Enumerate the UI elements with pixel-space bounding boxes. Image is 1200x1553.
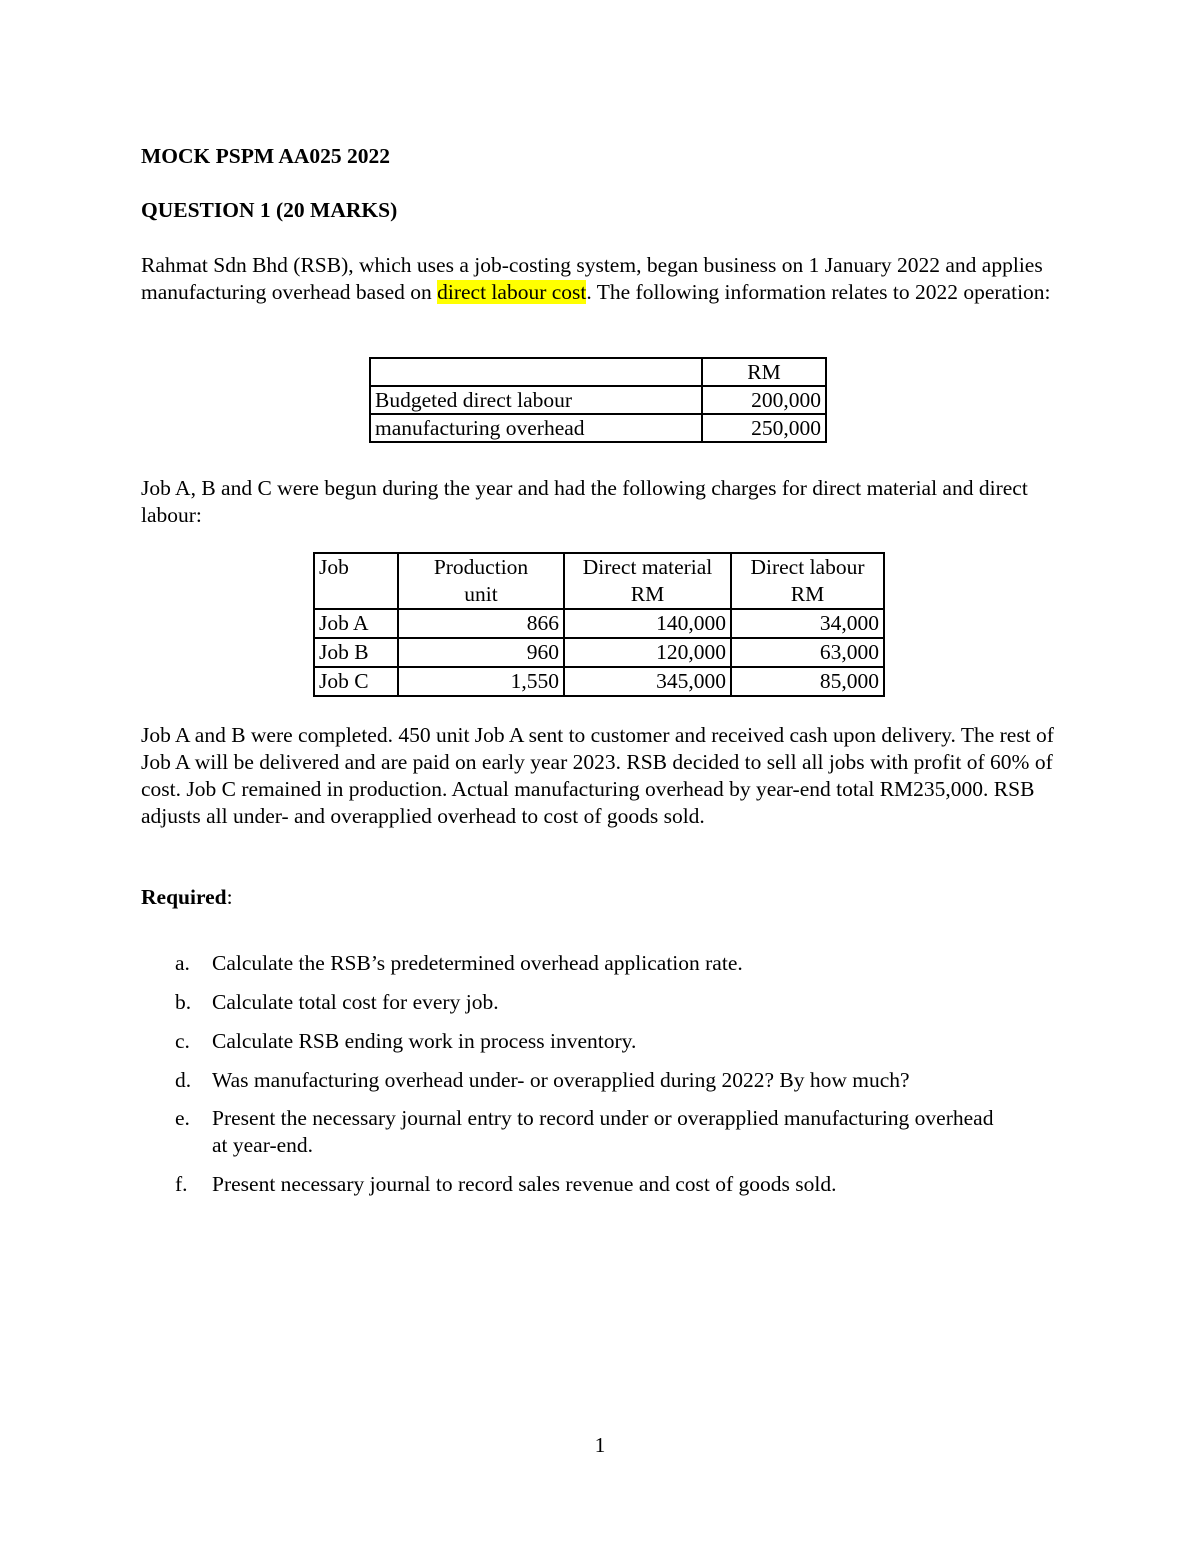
budget-table-currency-header: RM [702,358,826,386]
job-units: 960 [398,638,564,667]
item-letter: e. [175,1106,190,1130]
header-line2: unit [464,582,498,606]
header-line1: Job [319,555,349,579]
budget-row-label: manufacturing overhead [370,414,702,442]
intro-paragraph [141,252,1071,306]
item-text: Present the necessary journal entry to record under or overapplied manufacturing overhead at year-end. [212,1106,994,1157]
job-material: 120,000 [564,638,731,667]
job-name: Job B [314,638,398,667]
header-line1: Production [433,555,529,579]
job-units: 866 [398,609,564,638]
job-name: Job C [314,667,398,696]
jobs-header-material [564,553,731,609]
header-line1: Direct material [582,555,713,579]
required-colon: : [226,885,233,909]
budget-table-blank-header [370,358,702,386]
highlighted-phrase: direct labour cost [437,280,587,304]
table-row [314,609,884,638]
item-letter: a. [175,951,190,975]
item-text: Calculate RSB ending work in process inventory. [212,1029,637,1053]
page-number: 1 [594,1433,606,1457]
item-text: Calculate total cost for every job. [212,990,499,1014]
job-labour: 63,000 [731,638,884,667]
jobs-header-units [398,553,564,609]
item-text: Calculate the RSB’s predetermined overhead application rate. [212,951,743,975]
item-text: Present necessary journal to record sales revenue and cost of goods sold. [212,1172,837,1196]
item-text: Was manufacturing overhead under- or overapplied during 2022? By how much? [212,1068,910,1092]
table-row [314,667,884,696]
item-letter: f. [175,1172,188,1196]
jobs-table [313,552,885,697]
budget-row-value: 250,000 [702,414,826,442]
details-paragraph: Job A and B were completed. 450 unit Job A sent to customer and received cash upon delivery. The rest of Job A will be delivered and are paid on early year 2023. RSB decided to sell all jobs with profit of 60% of cost. Job C remained in production. Actual manufacturing overhead by year-end total RM235,000. RSB adjusts all under- and overapplied overhead to cost of goods sold. [141,723,1054,828]
document-title: MOCK PSPM AA025 2022 [141,144,391,168]
budget-table-header-row [370,358,826,386]
jobs-intro-paragraph: Job A, B and C were begun during the year and had the following charges for direct material and direct labour: [141,476,1028,527]
job-labour: 85,000 [731,667,884,696]
job-labour: 34,000 [731,609,884,638]
job-units: 1,550 [398,667,564,696]
table-row [370,386,826,414]
job-material: 345,000 [564,667,731,696]
budget-table [369,357,827,443]
item-letter: b. [175,990,192,1014]
required-heading [141,885,233,910]
jobs-table-header-row [314,553,884,609]
item-letter: c. [175,1029,190,1053]
intro-text-start: Rahmat Sdn Bhd (RSB), which uses a job-costing system, began business on 1 January 2022 and applies manufacturing overhead based on [141,253,1043,304]
budget-row-value: 200,000 [702,386,826,414]
header-line2: RM [790,582,825,606]
item-letter: d. [175,1068,192,1092]
jobs-header-job [314,553,398,609]
jobs-header-labour [731,553,884,609]
table-row [314,638,884,667]
question-heading: QUESTION 1 (20 MARKS) [141,198,398,222]
budget-row-label: Budgeted direct labour [370,386,702,414]
required-label: Required [141,885,227,909]
table-row [370,414,826,442]
job-name: Job A [314,609,398,638]
header-line2: RM [630,582,665,606]
job-material: 140,000 [564,609,731,638]
header-line1: Direct labour [750,555,865,579]
intro-text-end: . The following information relates to 2022 operation: [586,280,1051,304]
